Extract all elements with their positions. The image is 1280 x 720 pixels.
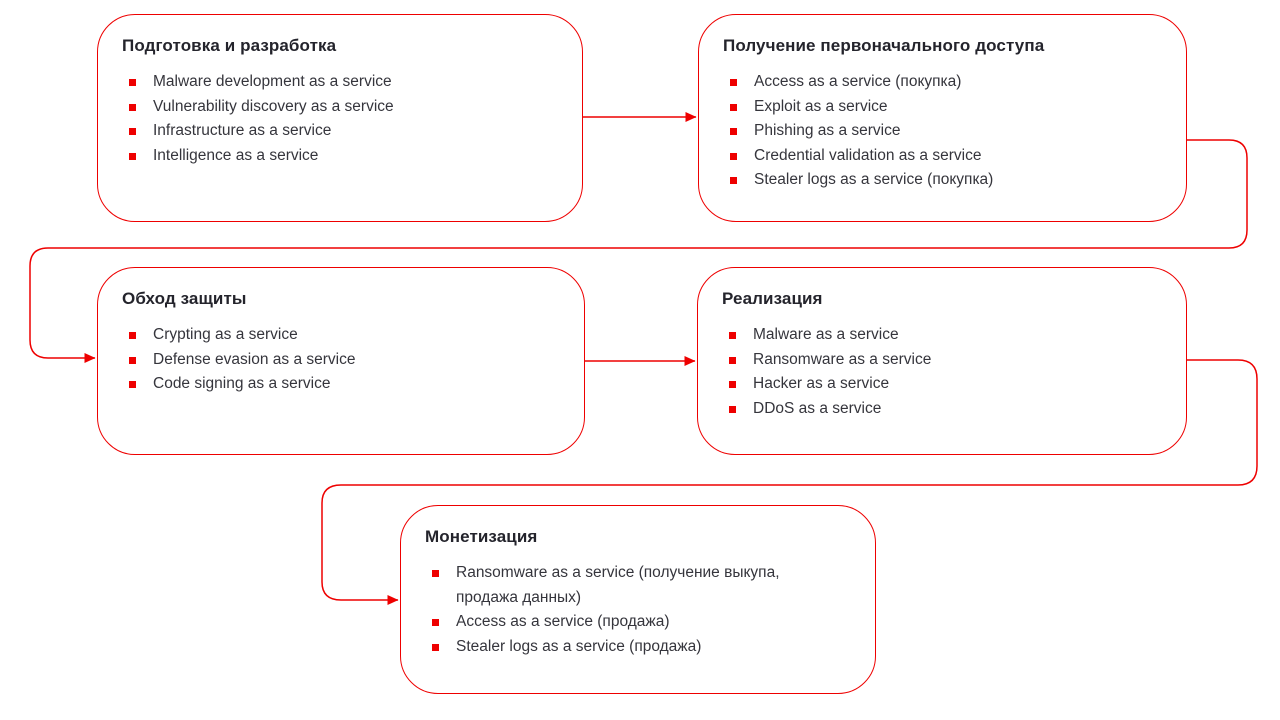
list-item-text: Defense evasion as a service (153, 350, 356, 368)
bullet-square-icon (730, 177, 737, 184)
list-item (122, 323, 560, 348)
list-item (122, 348, 560, 373)
list-item-text: Vulnerability discovery as a service (153, 97, 394, 115)
list-item-text: Access as a service (продажа) (456, 613, 670, 630)
stage-box-execution (697, 267, 1187, 455)
bullet-square-icon (129, 357, 136, 364)
bullet-square-icon (730, 128, 737, 135)
list-item-text: Access as a service (покупка) (754, 73, 962, 90)
stage-title: Реализация (722, 289, 823, 308)
list-item (722, 348, 1162, 373)
bullet-square-icon (432, 570, 439, 577)
bullet-square-icon (432, 644, 439, 651)
stage-box-monetization (400, 505, 876, 694)
bullet-square-icon (730, 153, 737, 160)
list-item (723, 95, 1162, 120)
list-item-text: Intelligence as a service (153, 146, 319, 164)
list-item-text: Stealer logs as a service (продажа) (456, 637, 702, 655)
list-item-text: Ransomware as a service (753, 350, 932, 368)
bullet-square-icon (729, 332, 736, 339)
stage-title: Обход защиты (122, 289, 247, 308)
list-item (425, 635, 797, 660)
list-item-text: Infrastructure as a service (153, 122, 332, 139)
list-item-text: Stealer logs as a service (покупка) (754, 171, 994, 188)
bullet-square-icon (729, 381, 736, 388)
list-item (122, 372, 560, 397)
list-item (723, 144, 1162, 169)
list-item-text: Hacker as a service (753, 375, 890, 392)
list-item (122, 144, 558, 169)
bullet-square-icon (129, 381, 136, 388)
bullet-square-icon (730, 104, 737, 111)
bullet-square-icon (129, 332, 136, 339)
list-item-text: Credential validation as a service (754, 146, 982, 164)
bullet-square-icon (129, 79, 136, 86)
stage-box-preparation (97, 14, 583, 222)
service-list (722, 323, 1162, 421)
service-list (122, 70, 558, 168)
list-item-text: Malware development as a service (153, 73, 392, 90)
list-item (122, 70, 558, 95)
bullet-square-icon (432, 619, 439, 626)
list-item-text: Malware as a service (753, 326, 899, 343)
stage-box-initial-access (698, 14, 1187, 222)
list-item-text: Phishing as a service (754, 122, 901, 139)
list-item (723, 70, 1162, 95)
list-item-text: Code signing as a service (153, 375, 331, 392)
list-item (425, 561, 797, 610)
bullet-square-icon (729, 357, 736, 364)
list-item (722, 323, 1162, 348)
list-item (722, 372, 1162, 397)
service-list (122, 323, 560, 397)
stage-title: Монетизация (425, 527, 538, 546)
list-item (122, 95, 558, 120)
bullet-square-icon (729, 406, 736, 413)
list-item-text: DDoS as a service (753, 399, 882, 417)
stage-title: Подготовка и разработка (122, 36, 337, 55)
stage-box-defense-evasion (97, 267, 585, 455)
bullet-square-icon (129, 104, 136, 111)
list-item (723, 168, 1162, 193)
list-item-text: Ransomware as a service (получение выкупа, продажа данных) (456, 564, 780, 606)
bullet-square-icon (730, 79, 737, 86)
service-list (723, 70, 1162, 193)
bullet-square-icon (129, 128, 136, 135)
list-item-text: Crypting as a service (153, 326, 298, 343)
stage-title: Получение первоначального доступа (723, 36, 1045, 55)
service-list (425, 561, 851, 659)
list-item (723, 119, 1162, 144)
list-item-text: Exploit as a service (754, 97, 888, 115)
bullet-square-icon (129, 153, 136, 160)
list-item (722, 397, 1162, 422)
list-item (122, 119, 558, 144)
list-item (425, 610, 797, 635)
